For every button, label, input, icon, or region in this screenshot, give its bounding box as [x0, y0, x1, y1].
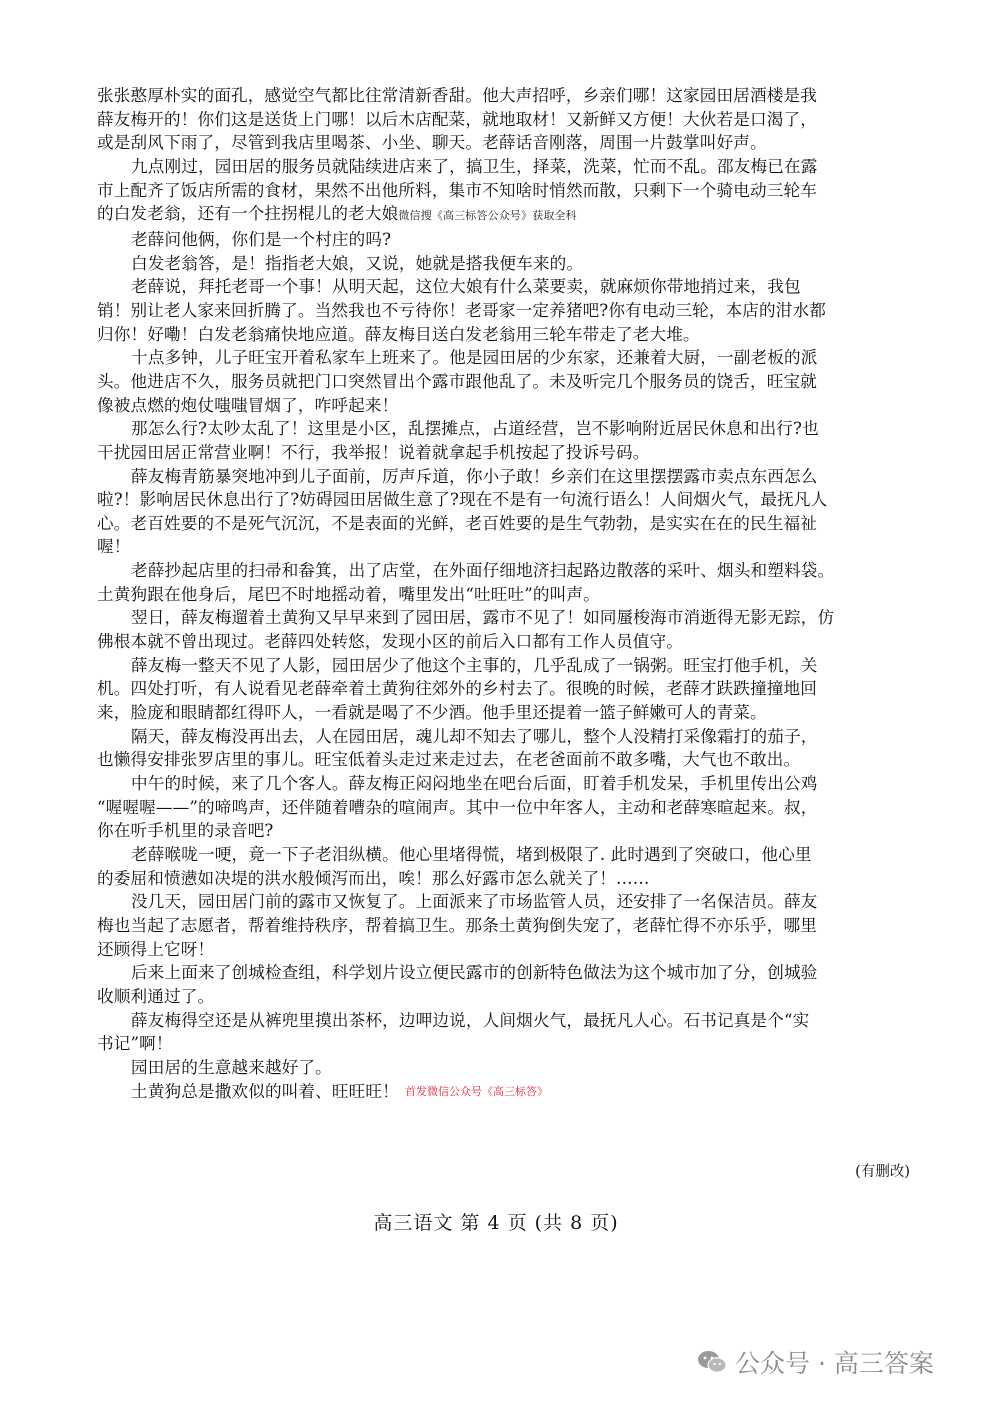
- line-text: 土黄狗总是撒欢似的叫着、旺旺旺！: [131, 1081, 399, 1101]
- page-footer: 高三语文 第 4 页 (共 8 页): [373, 1212, 619, 1234]
- line-text: 市上配齐了饭店所需的食材，果然不出他所料，集市不知啥时悄然而散，只剩下一个骑电动三轮车: [97, 180, 817, 200]
- line-text: 白发老翁答，是！指指老大娘，又说，她就是搭我便车来的。: [131, 253, 584, 273]
- text-line: [97, 441, 897, 465]
- text-line: [97, 179, 897, 203]
- text-line: [97, 84, 897, 108]
- line-text: 老薛问他俩，你们是一个村庄的吗?: [131, 229, 392, 249]
- line-text: 的白发老翁，还有一个拄拐棍儿的老大娘: [97, 204, 399, 224]
- brand-watermark: [697, 1342, 934, 1382]
- line-text: 张张憨厚朴实的面孔，感觉空气都比往常清新香甜。他大声招呼，乡亲们哪！这家园田居酒楼是我: [97, 86, 817, 105]
- text-line: [97, 725, 897, 749]
- line-text: 中午的时候，来了几个客人。薛友梅正闷闷地坐在吧台后面，盯着手机发呆，手机里传出公鸡: [131, 774, 818, 794]
- inline-watermark-note: 微信搜《高三标答公众号》获取全科: [398, 209, 577, 223]
- text-line: [97, 108, 897, 132]
- text-line: [97, 701, 897, 725]
- line-text: 那怎么行?太吵太乱了！这里是小区，乱摆摊点，占道经营，岂不影响附近居民休息和出行?也: [131, 419, 819, 439]
- line-text: 薛友梅得空还是从裤兜里摸出茶杯，边呷边说，人间烟火气，最抚凡人心。石书记真是个“实: [131, 1010, 810, 1030]
- text-line: [97, 465, 897, 489]
- line-text: 老薛说，拜托老哥一个事！从明天起，这位大娘有什么菜要卖，就麻烦你带地捎过来，我包: [131, 277, 801, 297]
- text-line: [97, 299, 897, 323]
- line-text: 像被点燃的炮仗嗤嗤冒烟了，咋呼起来！: [97, 395, 399, 415]
- line-text: 收顺利通过了。: [97, 986, 215, 1006]
- line-text: 薛友梅青筋暴突地冲到儿子面前，厉声斥道，你小子敢！乡亲们在这里摆摆露市卖点东西怎么: [131, 466, 818, 486]
- line-text: 的委屈和愤懑如决堤的洪水般倾泻而出，唉！那么好露市怎么就关了！……: [97, 868, 650, 888]
- text-line: [97, 914, 897, 938]
- line-text: 老薛抄起店里的扫帚和畚箕，出了店堂，在外面仔细地济扫起路边散落的采叶、烟头和塑料袋。: [131, 561, 835, 581]
- text-line: [97, 843, 897, 867]
- line-text: 你在听手机里的录音吧?: [97, 821, 274, 841]
- text-line: [97, 488, 897, 512]
- text-line: [97, 346, 897, 370]
- article-body: [97, 84, 897, 1103]
- line-text: 后来上面来了创城检查组，科学划片设立便民露市的创新特色做法为这个城市加了分，创城验: [131, 963, 818, 983]
- text-line: [97, 202, 897, 228]
- line-text: 也懒得安排张罗店里的事儿。旺宝低着头走过来走过去，在老爸面前不敢多嘴，大气也不敢出。: [97, 750, 801, 770]
- text-line: [97, 772, 897, 796]
- source-note: (有删改): [855, 1164, 910, 1180]
- red-watermark-note: 首发微信公众号《高三标答》: [405, 1085, 548, 1098]
- text-line: [97, 961, 897, 985]
- line-text: 喔！: [97, 537, 131, 557]
- line-text: 翌日，薛友梅遛着土黄狗又早早来到了园田居，露市不见了！如同蜃梭海市消逝得无影无踪，仿: [131, 608, 835, 628]
- line-text: 书记”啊！: [97, 1034, 173, 1054]
- text-line: [97, 606, 897, 630]
- text-line: [97, 938, 897, 962]
- text-line: [97, 417, 897, 441]
- text-line: [97, 867, 897, 891]
- line-text: 干扰园田居正常营业啊！不行，我举报！说着就拿起手机按起了投诉号码。: [97, 442, 650, 462]
- text-line: [97, 1009, 897, 1033]
- text-line: [97, 155, 897, 179]
- line-text: 归你！好嘞！白发老翁痛快地应道。薛友梅目送白发老翁用三轮车带走了老大堆。: [97, 324, 700, 344]
- text-line: [97, 796, 897, 820]
- line-text: 或是刮风下雨了，尽管到我店里喝茶、小坐、聊天。老薛话音刚落，周围一片鼓掌叫好声。: [97, 133, 767, 153]
- line-text: 土黄狗跟在他身后，尾巴不时地摇动着，嘴里发出“吐旺吐”的叫声。: [97, 584, 600, 604]
- text-line: [97, 654, 897, 678]
- text-line: [97, 370, 897, 394]
- text-line: [97, 275, 897, 299]
- text-line: [97, 1056, 897, 1080]
- line-text: 没几天，园田居门前的露市又恢复了。上面派来了市场监管人员，还安排了一名保洁员。薛友: [131, 892, 818, 912]
- text-line: [97, 131, 897, 155]
- text-line: [97, 252, 897, 276]
- text-line: [97, 394, 897, 418]
- line-text: 机。四处打听，有人说看见老薛牵着土黄狗往郊外的乡村去了。很晚的时候，老薛才趺跌撞撞地回: [97, 679, 817, 699]
- text-line: [97, 985, 897, 1009]
- brand-text: 公众号 · 高三答案: [735, 1349, 934, 1378]
- text-line: [97, 228, 897, 252]
- line-text: 园田居的生意越来越好了。: [131, 1057, 332, 1077]
- line-text: 心。老百姓要的不是死气沉沉，不是表面的光鲜，老百姓要的是生气勃勃，是实实在在的民生福祉: [97, 513, 817, 533]
- line-text: 隔天，薛友梅没再出去，人在园田居，魂儿却不知去了哪儿，整个人没精打采像霜打的茄子，: [131, 726, 818, 746]
- text-line: [97, 512, 897, 536]
- wechat-icon: [697, 1349, 727, 1375]
- line-text: 薛友梅开的！你们这是送货上门哪！以后木店配菜，就地取材！又新鲜又方便！大伙若是口渴了，: [97, 109, 817, 129]
- line-text: 佛根本就不曾出现过。老薛四处转悠，发现小区的前后入口都有工作人员值守。: [97, 632, 684, 652]
- line-text: 老薛喉咙一哽，竟一下子老泪纵横。他心里堵得慌，堵到极限了. 此时遇到了突破口，他心里: [131, 845, 812, 864]
- text-line: [97, 630, 897, 654]
- text-line: [97, 323, 897, 347]
- line-text: 还顾得上它呀！: [97, 939, 215, 959]
- line-text: 十点多钟，儿子旺宝开着私家车上班来了。他是园田居的少东家，还兼着大厨，一副老板的派: [131, 348, 818, 368]
- text-line: [97, 677, 897, 701]
- line-text: “喔喔喔——”的啼鸣声，还伴随着嘈杂的喧闹声。其中一位中年客人，主动和老薛寒暄起来。叔，: [97, 797, 818, 817]
- text-line: [97, 890, 897, 914]
- text-line: [97, 559, 897, 583]
- text-line: [97, 819, 897, 843]
- line-text: 九点刚过，园田居的服务员就陆续进店来了，搞卫生，择菜，洗菜，忙而不乱。邵友梅已在露: [131, 156, 818, 176]
- text-line: [97, 748, 897, 772]
- text-line: [97, 1032, 897, 1056]
- line-text: 薛友梅一整天不见了人影，园田居少了他这个主事的，几乎乱成了一锅粥。旺宝打他手机，关: [131, 655, 818, 675]
- line-text: 销！别让老人家来回折腾了。当然我也不亏待你！老哥家一定养猪吧?你有电动三轮，本店的泔水都: [97, 300, 827, 320]
- line-text: 梅也当起了志愿者，帮着维持秩序，帮着搞卫生。那条土黄狗倒失宠了，老薛忙得不亦乐乎，哪里: [97, 915, 817, 935]
- line-text: 来，脸庞和眼睛都红得吓人，一看就是喝了不少酒。他手里还提着一篮子鲜嫩可人的青菜。: [97, 703, 767, 723]
- text-line: [97, 583, 897, 607]
- line-text: 头。他进店不久，服务员就把门口突然冒出个露市跟他乱了。未及听完几个服务员的饶舌，旺宝就: [97, 371, 817, 391]
- text-line: [97, 535, 897, 559]
- line-text: 啦?！影响居民休息出行了?妨碍园田居做生意了?现在不是有一句流行语么！人间烟火气，最抚凡人: [97, 490, 828, 510]
